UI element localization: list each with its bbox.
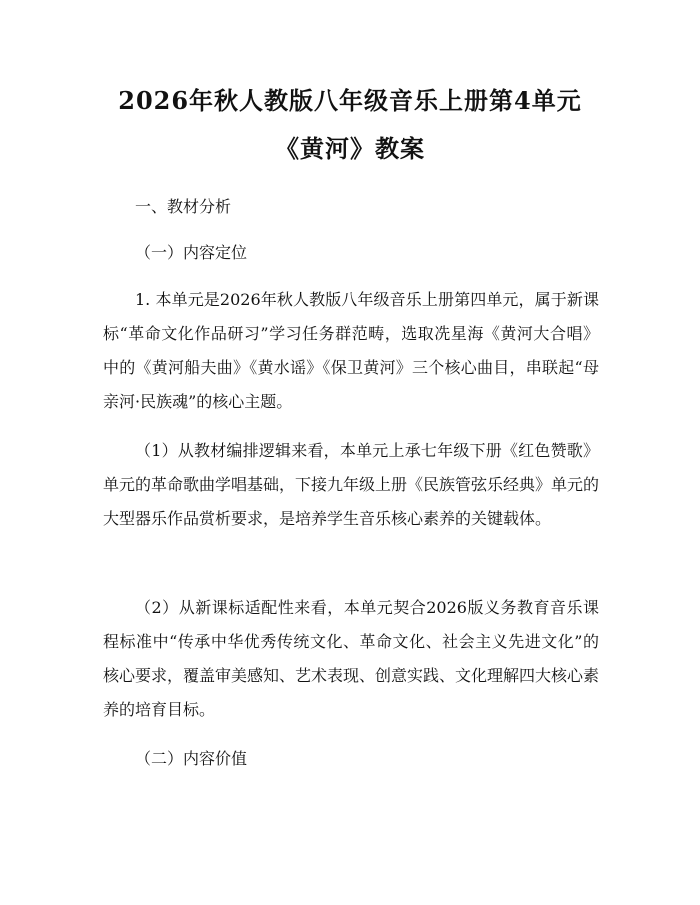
subsection-heading-content-positioning: （一）内容定位	[135, 243, 248, 262]
paragraph-text: （2）从新课标适配性来看，本单元契合2026版义务教育音乐课程标准中“传承中华优秀传统文化、革命文化、社会主义先进文化”的核心要求，覆盖审美感知、艺术表现、创意实践、文化理解四大核心素养的培育目标。	[103, 598, 600, 719]
section-heading-textbook-analysis: 一、教材分析	[135, 197, 232, 216]
paragraph-text: 1. 本单元是2026年秋人教版八年级音乐上册第四单元，属于新课标“革命文化作品研习”学习任务群范畴，选取冼星海《黄河大合唱》中的《黄河船夫曲》《黄水谣》《保卫黄河》三个核心曲目，串联起“母亲河·民族魂”的核心主题。	[103, 290, 599, 411]
paragraph-curriculum-fit	[103, 591, 599, 727]
paragraph-unit-overview	[103, 283, 599, 419]
document-title-line2: 《黄河》教案	[275, 134, 425, 163]
paragraph-textbook-logic	[103, 434, 599, 536]
subsection-heading-content-value: （二）内容价值	[135, 749, 248, 768]
paragraph-text: （1）从教材编排逻辑来看，本单元上承七年级下册《红色赞歌》单元的革命歌曲学唱基础，下接九年级上册《民族管弦乐经典》单元的大型器乐作品赏析要求，是培养学生音乐核心素养的关键载体。	[103, 441, 600, 528]
document-title-line1: 2026年秋人教版八年级音乐上册第4单元	[118, 86, 582, 115]
